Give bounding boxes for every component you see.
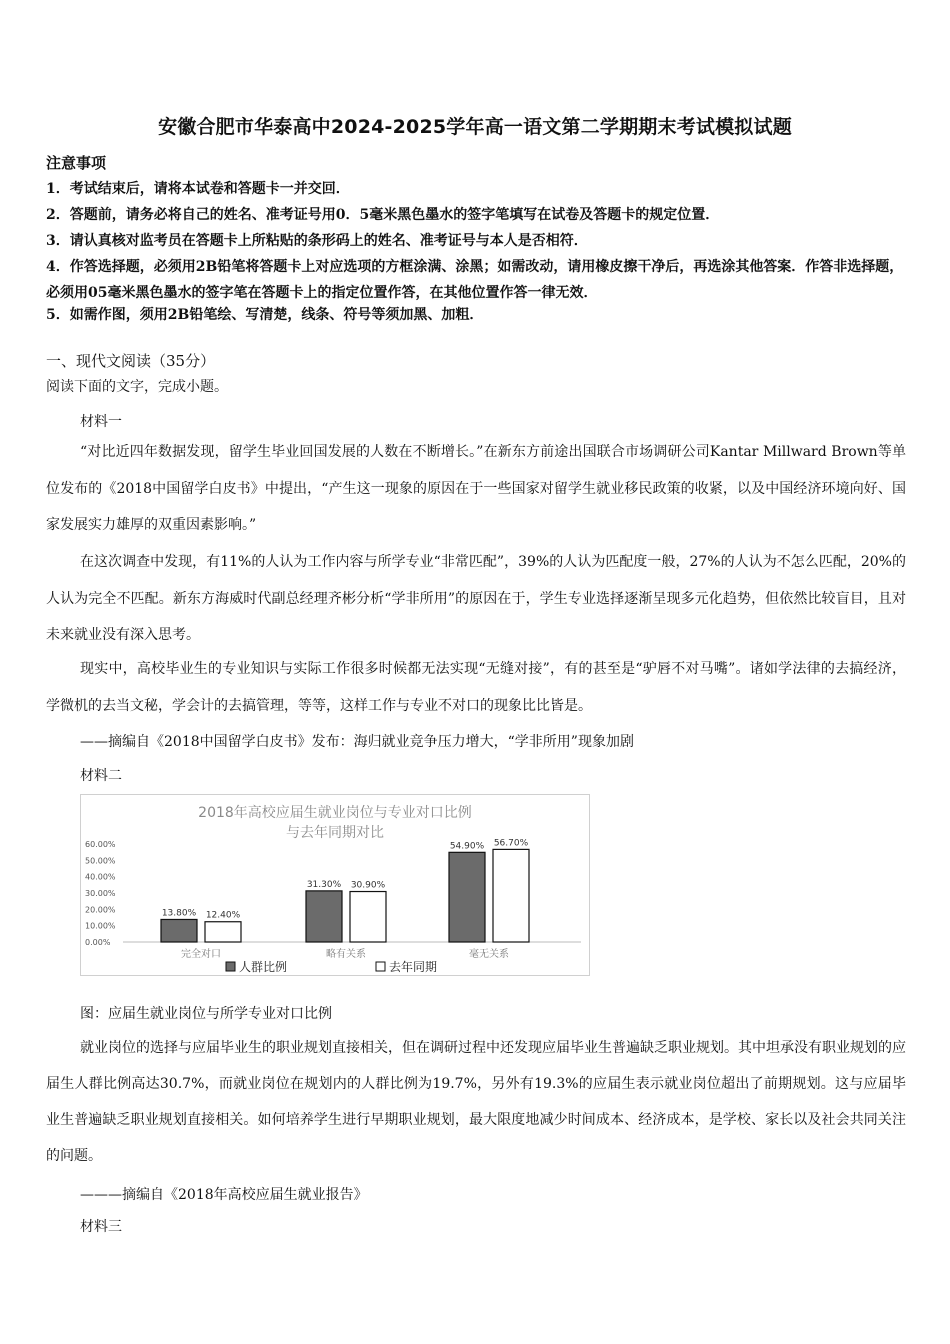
page-title: 安徽合肥市华泰高中2024-2025学年高一语文第二学期期末考试模拟试题 bbox=[158, 116, 792, 138]
bar-last-year-2 bbox=[350, 892, 386, 942]
material2-source: ———摘编自《2018年高校应届生就业报告》 bbox=[80, 1187, 368, 1203]
notice-heading: 注意事项 bbox=[46, 154, 107, 172]
material2-paragraph: 就业岗位的选择与应届毕业生的职业规划直接相关，但在调研过程中还发现应届毕业生普遍缺乏职业规划。其中坦承没有职业规划的应届生人群比例高达30.7%，而就业岗位在规划内的人群比例为19.7%，另外有19.3%的应届生表示就业岗位超出了前期规划。这与应届毕业生普遍缺乏职业规划直接相关。如何培养学生进行早期职业规划，最大限度地减少时间成本、经济成本，是学校、家长以及社会共同关注的问题。 bbox=[46, 1040, 906, 1164]
material1-source: ——摘编自《2018中国留学白皮书》发布：海归就业竞争压力增大，“学非所用”现象加剧 bbox=[80, 734, 634, 750]
y-tick-label: 20.00% bbox=[85, 905, 116, 915]
legend-label: 人群比例 bbox=[239, 960, 288, 974]
chart-title: 2018年高校应届生就业岗位与专业对口比例 bbox=[198, 805, 472, 821]
x-tick-label: 略有关系 bbox=[326, 949, 366, 960]
legend-swatch bbox=[226, 962, 235, 971]
bar-current-3 bbox=[449, 852, 485, 942]
section-title: 一、现代文阅读（35分） bbox=[46, 352, 216, 370]
chart-x-labels bbox=[181, 947, 509, 960]
x-tick-label: 毫无关系 bbox=[469, 949, 509, 960]
bar-value-label: 54.90% bbox=[449, 841, 485, 852]
chart-legend bbox=[226, 959, 437, 974]
bar-value-label: 13.80% bbox=[161, 908, 197, 919]
bar-last-year-1 bbox=[205, 922, 241, 942]
y-tick-label: 30.00% bbox=[85, 889, 116, 898]
y-tick-label: 10.00% bbox=[85, 921, 116, 931]
material3-label: 材料三 bbox=[80, 1219, 122, 1235]
material2-label: 材料二 bbox=[80, 768, 122, 784]
chart-subtitle: 与去年同期对比 bbox=[286, 825, 384, 841]
notice-item-1: 1．考试结束后，请将本试卷和答题卡一并交回． bbox=[46, 181, 350, 197]
notice-item-3: 3．请认真核对监考员在答题卡上所粘贴的条形码上的姓名、准考证号与本人是否相符． bbox=[46, 233, 588, 249]
bar-current-2 bbox=[306, 891, 342, 942]
bar-value-label: 56.70% bbox=[493, 838, 529, 849]
x-tick-label: 完全对口 bbox=[181, 949, 221, 960]
y-tick-label: 40.00% bbox=[85, 872, 116, 882]
chart-caption: 图：应届生就业岗位与所学专业对口比例 bbox=[80, 1006, 332, 1022]
y-tick-label: 0.00% bbox=[85, 938, 111, 947]
bar-last-year-3 bbox=[493, 849, 529, 942]
y-tick-label: 50.00% bbox=[85, 856, 116, 866]
section-instruction: 阅读下面的文字，完成小题。 bbox=[46, 379, 228, 395]
bar-chart bbox=[80, 794, 590, 976]
legend-swatch bbox=[376, 962, 385, 971]
bar-value-label: 12.40% bbox=[205, 910, 241, 921]
notice-item-4: 4．作答选择题，必须用2B铅笔将答题卡上对应选项的方框涂满、涂黑；如需改动，请用橡皮擦干净后，再选涂其他答案．作答非选择题，必须用05毫米黑色墨水的签字笔在答题卡上的指定位置作答，在其他位置作答一律无效． bbox=[46, 259, 904, 301]
material1-paragraph-3: 现实中，高校毕业生的专业知识与实际工作很多时候都无法实现“无缝对接”，有的甚至是“驴唇不对马嘴”。诸如学法律的去搞经济，学微机的去当文秘，学会计的去搞管理，等等，这样工作与专业不对口的现象比比皆是。 bbox=[46, 661, 906, 714]
bar-chart-svg bbox=[81, 795, 589, 975]
legend-label: 去年同期 bbox=[389, 960, 438, 974]
material1-label: 材料一 bbox=[80, 414, 122, 430]
chart-bars bbox=[161, 838, 529, 942]
material1-paragraph-1: “对比近四年数据发现，留学生毕业回国发展的人数在不断增长。”在新东方前途出国联合市场调研公司Kantar Millward Brown等单位发布的《2018中国留学白皮书》中提出，“产生这一现象的原因在于一些国家对留学生就业移民政策的收紧，以及中国经济环境向好、国家发展实力雄厚的双重因素影响。” bbox=[46, 444, 906, 533]
bar-value-label: 31.30% bbox=[306, 879, 342, 890]
material1-paragraph-2: 在这次调查中发现，有11%的人认为工作内容与所学专业“非常匹配”，39%的人认为匹配度一般，27%的人认为不怎么匹配，20%的人认为完全不匹配。新东方海威时代副总经理齐彬分析“学非所用”的原因在于，学生专业选择逐渐呈现多元化趋势，但依然比较盲目，且对未来就业没有深入思考。 bbox=[46, 554, 906, 643]
notice-item-2: 2．答题前，请务必将自己的姓名、准考证号用0．5毫米黑色墨水的签字笔填写在试卷及答题卡的规定位置． bbox=[46, 207, 720, 223]
y-tick-label: 60.00% bbox=[85, 840, 116, 849]
bar-current-1 bbox=[161, 919, 197, 942]
notice-item-5: 5．如需作图，须用2B铅笔绘、写清楚，线条、符号等须加黑、加粗． bbox=[46, 307, 484, 323]
bar-value-label: 30.90% bbox=[350, 880, 386, 891]
